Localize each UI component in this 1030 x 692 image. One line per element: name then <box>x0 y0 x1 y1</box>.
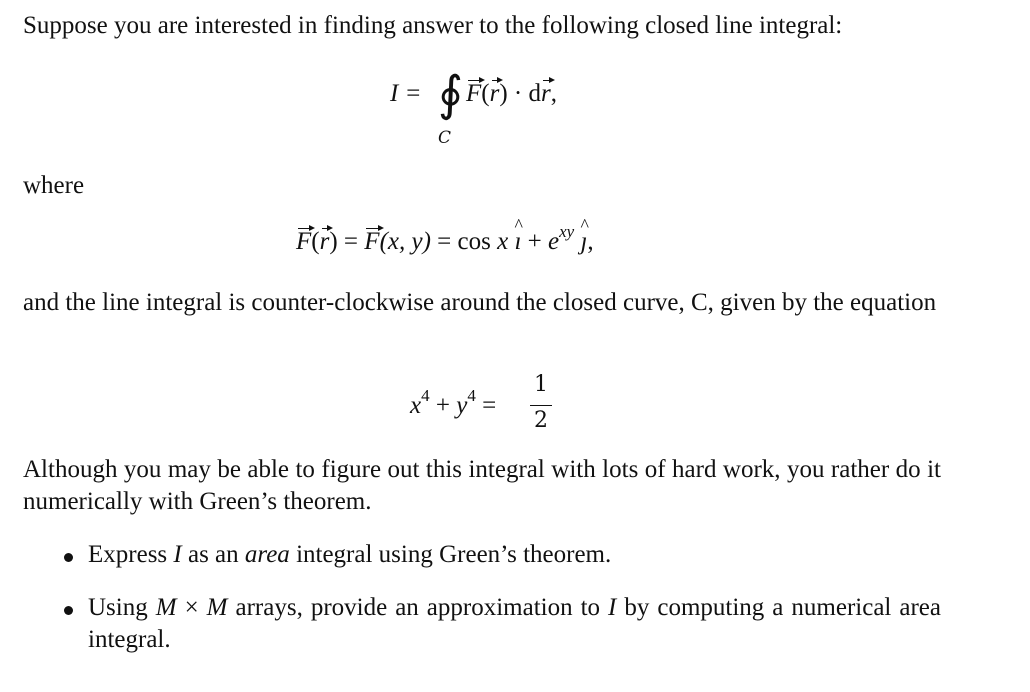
contour-label: C <box>438 128 452 148</box>
eq1-comma: , <box>550 80 557 107</box>
eq2-r-vector: r <box>319 228 330 255</box>
eq1-r-vector: r <box>489 80 500 107</box>
line-integral-equation <box>390 80 421 108</box>
task2-var: I <box>608 594 617 621</box>
task1-mid: as an <box>181 541 245 568</box>
curve-equation <box>410 386 497 420</box>
eq2-equals-2: = <box>437 228 452 255</box>
fraction-bar <box>530 405 552 406</box>
eq2-F1-vector: F <box>296 228 312 255</box>
vector-field-equation: F(r) = F(x, y) = cos x ı ^ + $e^{xy}$ ȷ ^, <box>296 228 594 256</box>
eq1-dr-vector: r <box>541 80 551 107</box>
curve-description-paragraph <box>23 287 941 319</box>
eq2-equals-1: = <box>343 228 359 255</box>
where-text: where <box>23 172 85 199</box>
contour-integral-symbol: ∮ <box>438 66 464 122</box>
greens-note-paragraph <box>23 454 941 518</box>
eq2-x: x <box>497 228 509 255</box>
where-paragraph <box>23 170 941 202</box>
eq2-e: e <box>548 228 560 255</box>
task-item-1 <box>88 539 941 571</box>
task1-pre: Express <box>88 541 174 568</box>
eq3-plus: + <box>435 392 450 419</box>
bullet-marker-2 <box>64 606 73 615</box>
task2-M1: M <box>155 594 177 621</box>
eq1-lhs: I = <box>390 80 422 107</box>
eq2-plus: + <box>527 228 542 255</box>
fraction-numerator: 1 <box>534 372 548 397</box>
eq3-equals: = <box>482 392 497 419</box>
eq3-x: x <box>410 392 422 419</box>
eq2-xy-args: (x, y) <box>379 228 431 255</box>
bullet-marker-1 <box>64 553 73 562</box>
task1-emph: area <box>244 541 290 568</box>
eq3-y-exponent: 4 <box>467 386 476 405</box>
eq1-open-paren: ( <box>481 80 490 107</box>
greens-note-text: Although you may be able to figure out this integral with lots of hard work, you rather do it numerically with Green’s theorem. <box>23 456 941 515</box>
eq1-close-paren: ) <box>499 80 508 107</box>
fraction-denominator: 2 <box>534 408 548 433</box>
task2-times: × <box>176 594 207 621</box>
eq3-x-exponent: 4 <box>421 386 430 405</box>
eq2-comma: , <box>587 228 594 255</box>
intro-text: Suppose you are interested in finding answer to the following closed line integral: <box>23 12 843 39</box>
eq3-y: y <box>456 392 468 419</box>
curve-description-text: and the line integral is counter-clockwise around the closed curve, C, given by the equation <box>23 289 937 316</box>
eq1-dot-d: · d <box>507 80 541 107</box>
task-item-2 <box>88 592 941 656</box>
eq2-F2-vector: F <box>364 228 380 255</box>
task1-post: integral using Green’s theorem. <box>289 541 612 568</box>
task2-mid: arrays, provide an approximation to <box>227 594 609 621</box>
task1-var: I <box>173 541 182 568</box>
task2-M2: M <box>206 594 228 621</box>
eq1-F-vector: F <box>466 80 482 107</box>
eq2-j-hat: ȷ ^ <box>580 228 587 256</box>
eq2-exponent: xy <box>559 222 575 241</box>
task2-pre: Using <box>88 594 156 621</box>
eq2-i-hat: ı ^ <box>514 228 521 256</box>
eq1-integrand <box>466 80 557 108</box>
eq2-cos: cos <box>457 228 491 255</box>
task2-post: by computing a numerical area integral. <box>88 594 941 653</box>
intro-paragraph <box>23 10 941 42</box>
